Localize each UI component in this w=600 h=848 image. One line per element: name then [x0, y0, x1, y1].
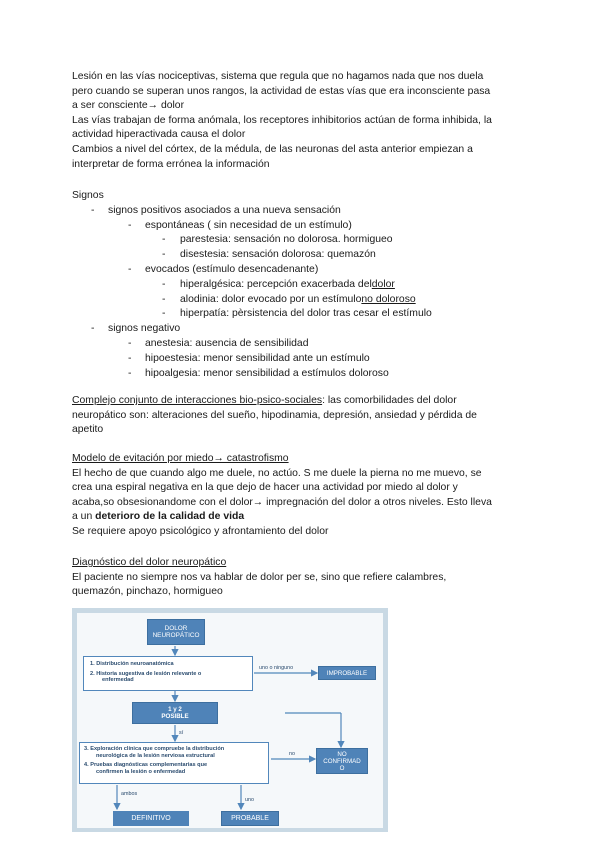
intro-line: actividad hiperactivada causa el dolor — [72, 129, 246, 141]
text: neuropático son: alteraciones del sueño, hipodinamia, depresión, ansiedad y pérdida de — [72, 409, 477, 421]
criteria-box-3-4: 3. Exploración clínica que compruebe la distribución neurológica de la lesión nerviosa estructural 4. Pruebas diagnósticas complementarias que confirmen la lesión o enfermedad — [79, 742, 269, 784]
text: acaba,so obsesionandome con el dolor→ impregnación del dolor a otros niveles. Esto lleva — [72, 496, 492, 508]
probable-box: PROBABLE — [221, 811, 279, 826]
list-item: - hipoestesia: menor sensibilidad ante un estímulo — [128, 352, 370, 364]
list-item: - anestesia: ausencia de sensibilidad — [128, 337, 309, 349]
intro-line: Lesión en las vías nociceptivas, sistema que regula que no hagamos nada que nos duela — [72, 71, 484, 82]
dolor-neuropatico-box: DOLOR NEUROPÁTICO — [147, 619, 205, 645]
text: El paciente no siempre nos va hablar de dolor per se, sino que refiere calambres, — [72, 571, 447, 583]
text: quemazón, pinchazo, hormigueo — [72, 586, 223, 598]
label-si: sí — [179, 730, 184, 736]
text: crea una espiral negativa en la que dejo de hacer una actividad por miedo al dolor y — [72, 482, 458, 494]
intro-line: pero cuando se superan unos rangos, la actividad de estas vías que era inconsciente pasa — [72, 85, 491, 97]
posible-box: 1 y 2 POSIBLE — [132, 702, 218, 724]
intro-paragraph — [72, 70, 532, 172]
improbable-box: IMPROBABLE — [318, 666, 376, 680]
signos-heading: Signos — [72, 190, 104, 201]
signos-section — [72, 189, 532, 381]
list-item: - parestesia: sensación no dolorosa. hormigueo — [162, 234, 393, 246]
text: apetito — [72, 424, 104, 436]
diagnostico-section — [72, 556, 532, 600]
intro-line: a ser consciente→ dolor — [72, 100, 185, 112]
list-item: - signos negativo — [91, 323, 181, 335]
no-confirmado-box: NO CONFIRMAD O — [316, 748, 368, 774]
list-item: - hipoalgesia: menor sensibilidad a estímulos doloroso — [128, 367, 389, 379]
list-item: - hiperpatía: pèrsistencia del dolor tras cesar el estímulo — [162, 308, 432, 320]
diagnostico-heading: Diagnóstico del dolor neuropático — [72, 557, 227, 568]
list-item: - espontáneas ( sin necesidad de un estímulo) — [128, 219, 352, 231]
intro-line: interpretar de forma errónea la información — [72, 158, 270, 170]
text: El hecho de que cuando algo me duele, no actúo. S me duele la pierna no me muevo, se — [72, 467, 482, 479]
comorbilidades-heading: Complejo conjunto de interacciones bio-psico-sociales — [72, 395, 323, 406]
text: a un — [72, 511, 96, 523]
criteria-box-1-2: 1. Distribución neuroanatómica 2. Historia sugestiva de lesión relevante o enfermedad — [83, 656, 253, 691]
list-item: - disestesia: sensación dolorosa: quemazón — [162, 249, 376, 261]
label-uno: uno — [245, 797, 254, 803]
label-ambos: ambos — [121, 791, 138, 797]
intro-line: Las vías trabajan de forma anómala, los receptores inhibitorios actúan de forma inhibida, la — [72, 114, 492, 126]
list-item: - hiperalgésica: percepción exacerbada del dolor — [162, 278, 395, 290]
diagnostic-flowchart — [72, 608, 388, 832]
comorbilidades-paragraph — [72, 394, 532, 438]
text: : las comorbilidades del dolor — [322, 395, 457, 406]
label-no: no — [289, 751, 295, 757]
bold-text: deterioro de la calidad de vida — [95, 511, 245, 523]
label-uno-ninguno: uno o ninguno — [259, 665, 294, 671]
list-item: - evocados (estímulo desencadenante) — [128, 263, 319, 275]
text: Se requiere apoyo psicológico y afrontamiento del dolor — [72, 525, 329, 537]
list-item: - signos positivos asociados a una nueva sensación — [91, 204, 341, 216]
flowchart-canvas — [77, 613, 383, 828]
evitacion-heading: Modelo de evitación por miedo→ catastrofismo — [72, 453, 289, 464]
intro-line: Cambios a nivel del córtex, de la médula, de las neuronas del asta anterior empiezan a — [72, 143, 473, 155]
list-item: - alodinia: dolor evocado por un estímulo no doloroso — [162, 293, 416, 305]
definitivo-box: DEFINITIVO — [113, 811, 189, 826]
evitacion-section — [72, 452, 532, 540]
